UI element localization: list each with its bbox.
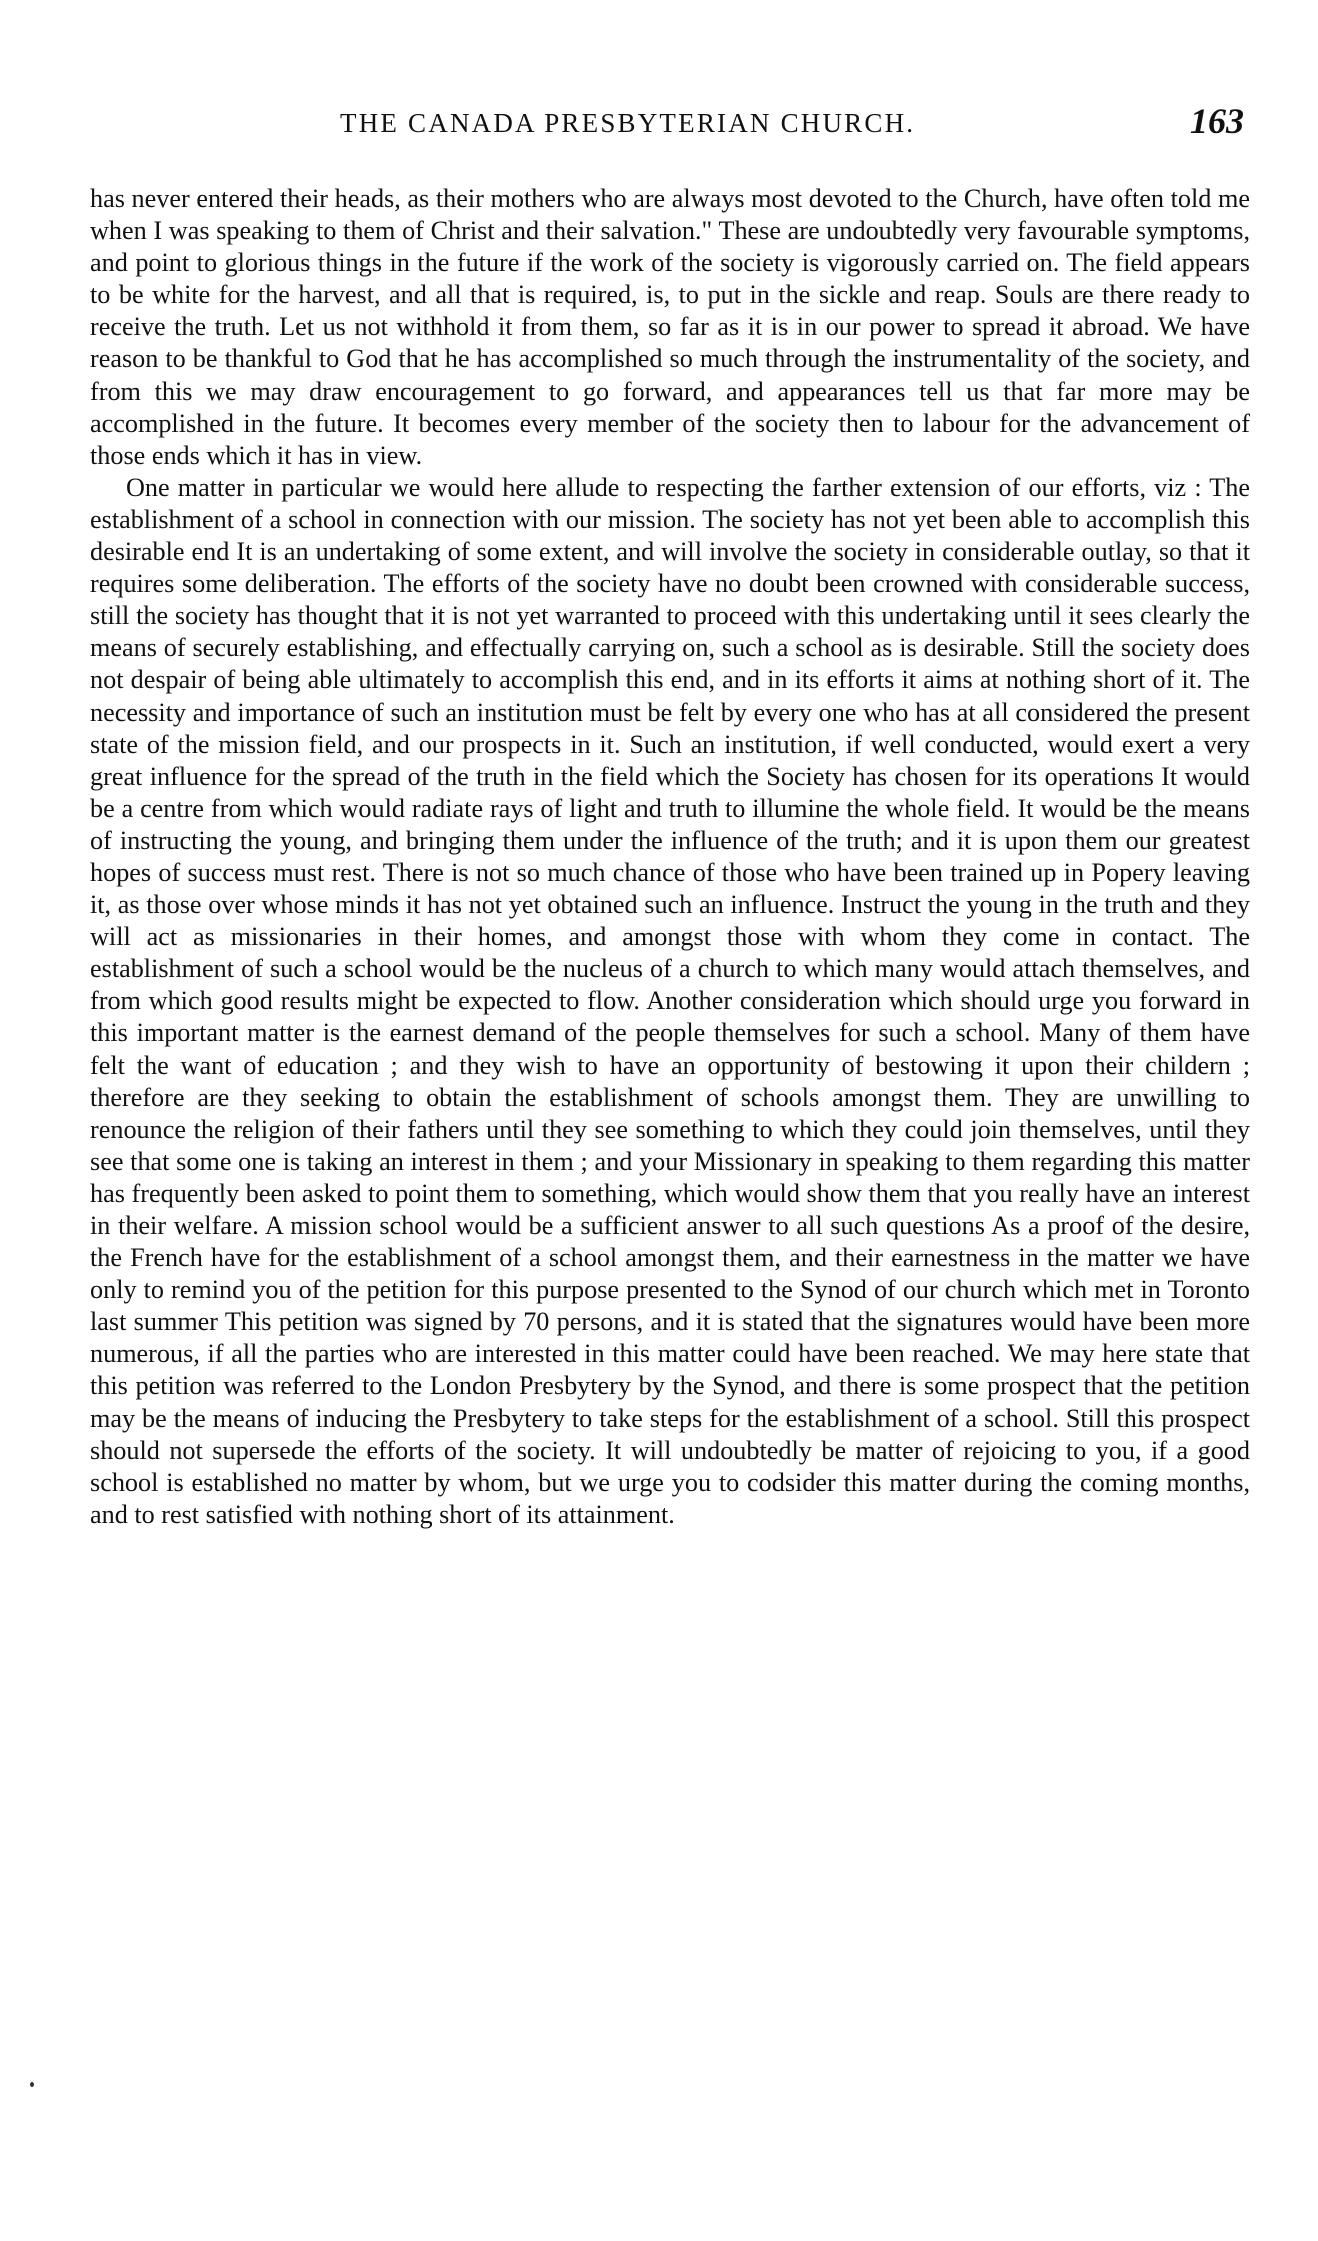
ink-speck-mark [30,2082,34,2087]
paragraph-school-proposal: One matter in particular we would here allude to respecting the farther extension of our efforts, viz : The establishment of a school in connection with our mission. The society has not yet been able to accomplish this desirable end It is an undertaking of some extent, and will involve the society in considerable outlay, so that it requires some deliberation. The efforts of the society have no doubt been crowned with considerable success, still the society has thought that it is not yet warranted to proceed with this undertaking until it sees clearly the means of securely establishing, and effectually carrying on, such a school as is desirable. Still the society does not despair of being able ultimately to accomplish this end, and in its efforts it aims at nothing short of it. The necessity and importance of such an institution must be felt by every one who has at all considered the present state of the mission field, and our prospects in it. Such an institution, if well conducted, would exert a very great influence for the spread of the truth in the field which the Society has chosen for its operations It would be a centre from which would radiate rays of light and truth to illumine the whole field. It would be the means of instructing the young, and bringing them under the influence of the truth; and it is upon them our greatest hopes of success must rest. There is not so much chance of those who have been trained up in Popery leaving it, as those over whose minds it has not yet obtained such an influence. Instruct the young in the truth and they will act as missionaries in their homes, and amongst those with whom they come in contact. The establishment of such a school would be the nucleus of a church to which many would attach themselves, and from which good results might be expected to flow. Another consideration which should urge you forward in this important matter is the earnest demand of the people themselves for such a school. Many of them have felt the want of education ; and they wish to have an opportunity of bestowing it upon their childern ; therefore are they seeking to obtain the establishment of schools amongst them. They are unwilling to renounce the religion of their fathers until they see something to which they could join themselves, until they see that some one is taking an interest in them ; and your Missionary in speaking to them regarding this matter has frequently been asked to point them to something, which would show them that you really have an interest in their welfare. A mission school would be a sufficient answer to all such questions As a proof of the desire, the French have for the establishment of a school amongst them, and their earnestness in the matter we have only to remind you of the petition for this purpose presented to the Synod of our church which met in Toronto last summer This petition was signed by 70 persons, and it is stated that the signatures would have been more numerous, if all the parties who are interested in this matter could have been reached. We may here state that this petition was referred to the London Presbytery by the Synod, and there is some prospect that the petition may be the means of inducing the Presbytery to take steps for the establishment of a school. Still this prospect should not supersede the efforts of the society. It will undoubtedly be matter of rejoicing to you, if a good school is established no matter by whom, but we urge you to codsider this matter during the coming months, and to rest satisfied with nothing short of its attainment. [90,472,1250,1529]
page-number: 163 [1190,101,1244,141]
running-head [90,100,1250,148]
paragraph-continuation: has never entered their heads, as their mothers who are always most devoted to the Church, have often told me when I was speaking to them of Christ and their salvation." These are undoubtedly very favourable symptoms, and point to glorious things in the future if the work of the society is vigorously carried on. The field appears to be white for the harvest, and all that is required, is, to put in the sickle and reap. Souls are there ready to receive the truth. Let us not withhold it from them, so far as it is in our power to spread it abroad. We have reason to be thankful to God that he has accomplished so much through the instrumentality of the society, and from this we may draw encouragement to go forward, and appearances tell us that far more may be accomplished in the future. It becomes every member of the society then to labour for the advancement of those ends which it has in view. [90,184,1250,470]
running-title: THE CANADA PRESBYTERIAN CHURCH. [340,108,916,138]
body-text [90,183,1250,1531]
